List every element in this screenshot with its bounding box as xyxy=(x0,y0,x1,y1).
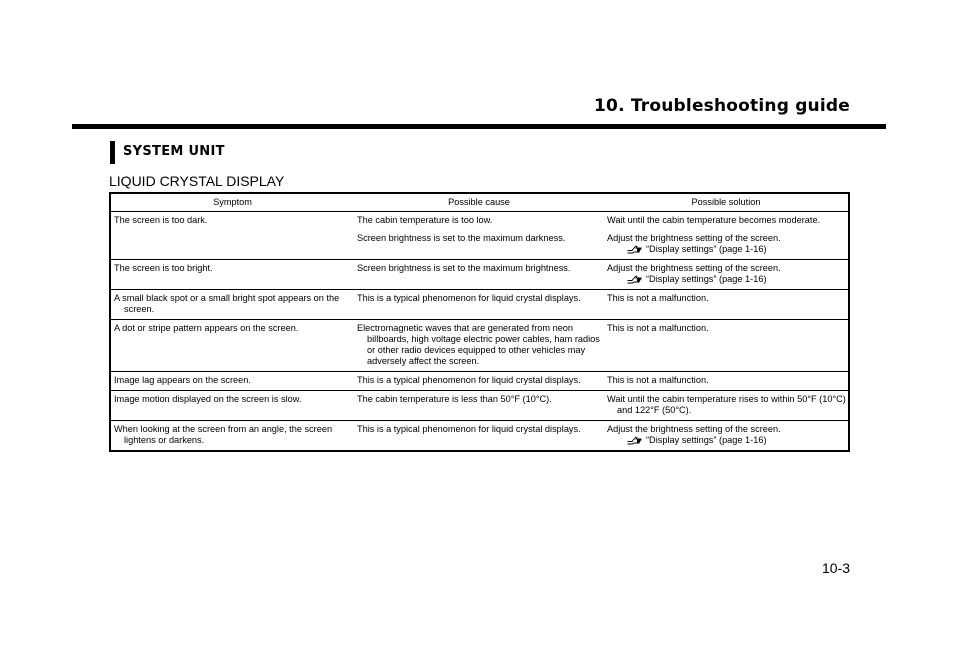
symptom-cell xyxy=(111,290,354,320)
column-header-symptom: Symptom xyxy=(111,194,354,212)
symptom-cell xyxy=(111,372,354,391)
column-header-solution: Possible solution xyxy=(604,194,848,212)
solution-cell xyxy=(604,290,848,320)
solution-cell xyxy=(604,421,848,451)
symptom-text: Image motion displayed on the screen is slow. xyxy=(114,394,302,404)
solution-cell xyxy=(604,230,848,260)
cause-text: Electromagnetic waves that are generated from neon billboards, high voltage electric power cables, ham radios or other radio devices equipped to other vehicles may adversely affect the screen. xyxy=(357,323,600,366)
table-row xyxy=(111,212,848,231)
symptom-text: A dot or stripe pattern appears on the screen. xyxy=(114,323,299,333)
cause-text: This is a typical phenomenon for liquid crystal displays. xyxy=(357,293,581,303)
table-header-row xyxy=(111,194,848,212)
cause-cell xyxy=(354,212,604,231)
cause-cell xyxy=(354,372,604,391)
table-row xyxy=(111,230,848,260)
solution-text: Wait until the cabin temperature rises to within 50°F (10°C) and 122°F (50°C). xyxy=(607,394,846,415)
reference-text: “Display settings” (page 1-16) xyxy=(646,435,767,445)
solution-text: This is not a malfunction. xyxy=(607,375,709,385)
solution-cell xyxy=(604,320,848,372)
pointing-hand-icon xyxy=(627,274,642,285)
reference-text: “Display settings” (page 1-16) xyxy=(646,274,767,284)
cause-cell xyxy=(354,290,604,320)
solution-cell xyxy=(604,372,848,391)
header-rule xyxy=(72,124,886,129)
cause-text: The cabin temperature is too low. xyxy=(357,215,493,225)
cause-cell xyxy=(354,421,604,451)
column-header-cause: Possible cause xyxy=(354,194,604,212)
page-reference[interactable] xyxy=(607,435,846,446)
symptom-text: The screen is too bright. xyxy=(114,263,213,273)
section-title: SYSTEM UNIT xyxy=(123,144,225,159)
page-reference[interactable] xyxy=(607,244,846,255)
solution-cell xyxy=(604,212,848,231)
page-number: 10-3 xyxy=(821,560,850,576)
symptom-text: When looking at the screen from an angle, the screen lightens or darkens. xyxy=(114,424,333,445)
subsection-title: LIQUID CRYSTAL DISPLAY xyxy=(109,173,285,189)
solution-text: This is not a malfunction. xyxy=(607,323,709,333)
symptom-cell xyxy=(111,230,354,260)
cause-text: Screen brightness is set to the maximum darkness. xyxy=(357,233,566,243)
solution-text: Adjust the brightness setting of the screen. xyxy=(607,424,781,434)
troubleshooting-table xyxy=(109,192,850,452)
solution-text: Adjust the brightness setting of the screen. xyxy=(607,263,781,273)
solution-cell xyxy=(604,260,848,290)
cause-cell xyxy=(354,391,604,421)
pointing-hand-icon xyxy=(627,244,642,255)
symptom-cell xyxy=(111,260,354,290)
solution-cell xyxy=(604,391,848,421)
cause-text: The cabin temperature is less than 50°F (10°C). xyxy=(357,394,552,404)
symptom-cell xyxy=(111,212,354,231)
table-row xyxy=(111,260,848,290)
table-row xyxy=(111,421,848,451)
section-marker xyxy=(110,141,115,164)
symptom-text: Image lag appears on the screen. xyxy=(114,375,251,385)
pointing-hand-icon xyxy=(627,435,642,446)
table-row xyxy=(111,290,848,320)
symptom-cell xyxy=(111,391,354,421)
symptom-text: The screen is too dark. xyxy=(114,215,208,225)
solution-text: This is not a malfunction. xyxy=(607,293,709,303)
chapter-title: 10. Troubleshooting guide xyxy=(594,96,850,116)
solution-text: Wait until the cabin temperature becomes moderate. xyxy=(607,215,821,225)
reference-text: “Display settings” (page 1-16) xyxy=(646,244,767,254)
cause-text: Screen brightness is set to the maximum brightness. xyxy=(357,263,571,273)
page-reference[interactable] xyxy=(607,274,846,285)
symptom-cell xyxy=(111,320,354,372)
symptom-text: A small black spot or a small bright spot appears on the screen. xyxy=(114,293,340,314)
symptom-cell xyxy=(111,421,354,451)
table-row xyxy=(111,391,848,421)
solution-text: Adjust the brightness setting of the screen. xyxy=(607,233,781,243)
cause-text: This is a typical phenomenon for liquid crystal displays. xyxy=(357,424,581,434)
cause-text: This is a typical phenomenon for liquid crystal displays. xyxy=(357,375,581,385)
cause-cell xyxy=(354,320,604,372)
cause-cell xyxy=(354,260,604,290)
cause-cell xyxy=(354,230,604,260)
table-row xyxy=(111,320,848,372)
table-row xyxy=(111,372,848,391)
